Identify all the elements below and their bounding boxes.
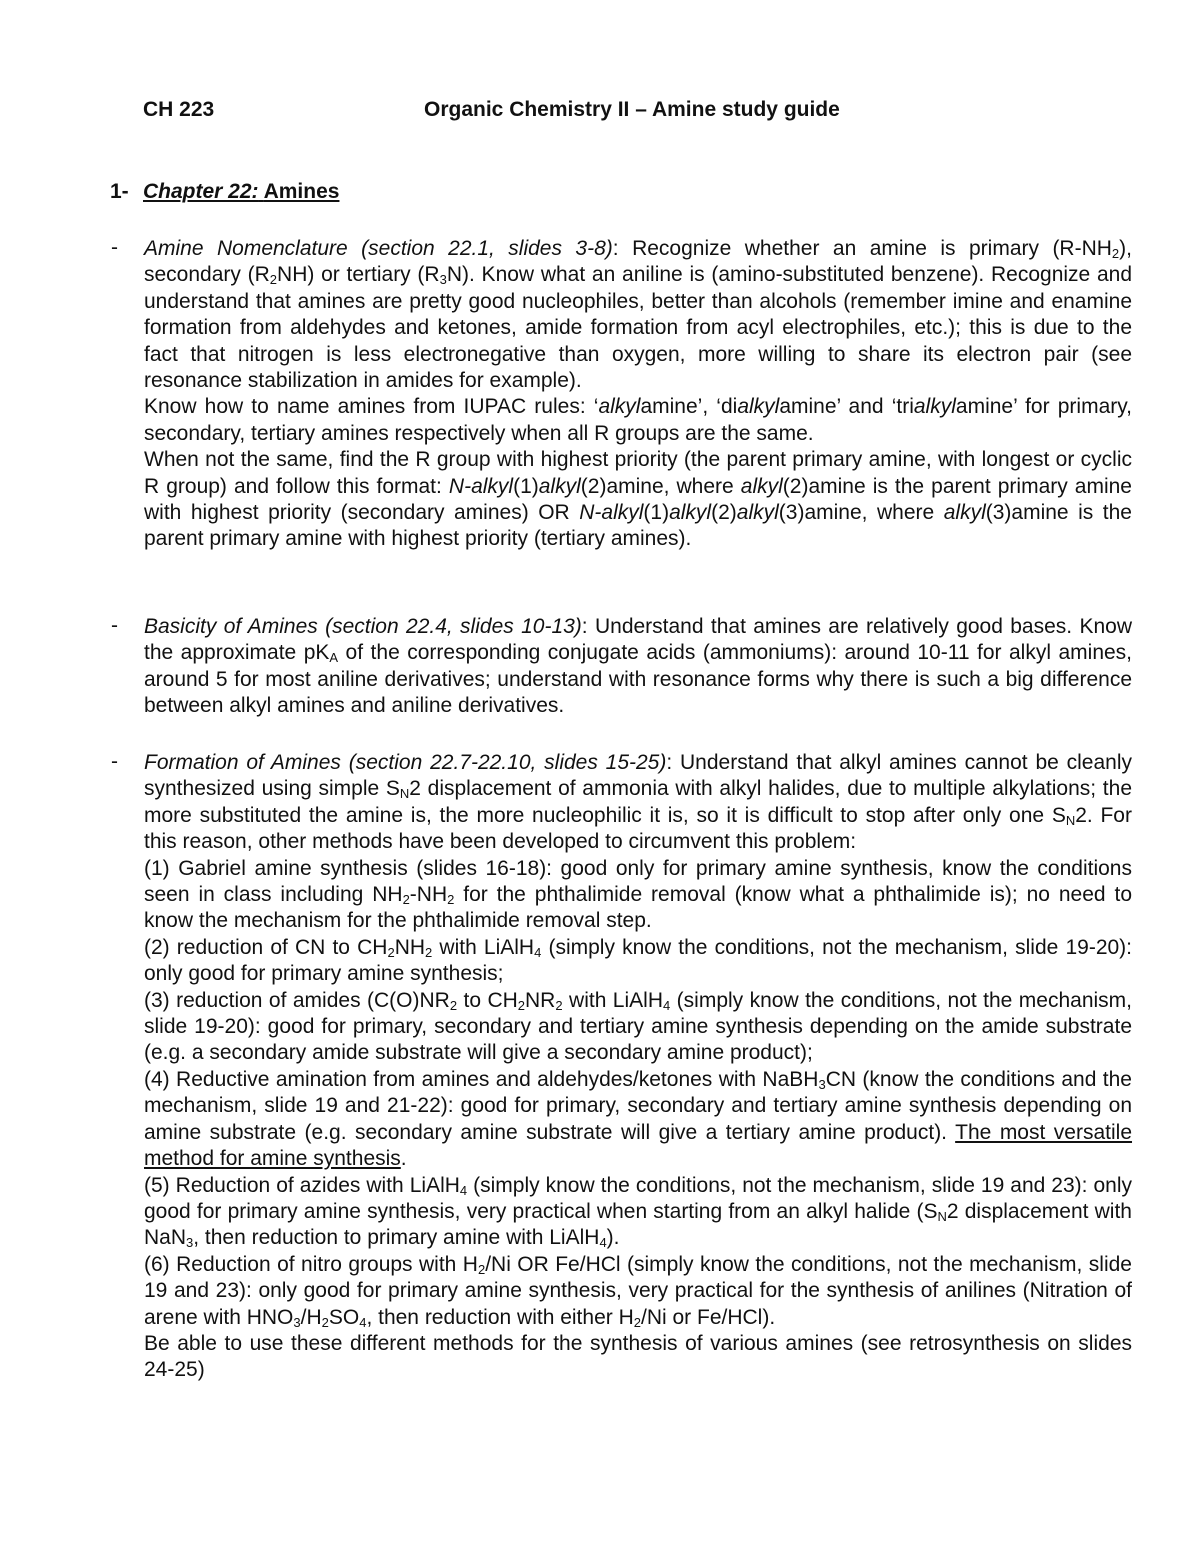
- course-code: CH 223: [143, 98, 215, 121]
- subscript: 3: [186, 1235, 194, 1251]
- subscript: 2: [321, 1314, 329, 1330]
- section-body: [144, 750, 1132, 1384]
- document-title: Organic Chemistry II – Amine study guide: [424, 98, 840, 121]
- text-run: -NH: [409, 883, 448, 907]
- text-run: (3): [985, 501, 1012, 525]
- text-run: (6) Reduction of nitro groups with H: [144, 1252, 478, 1276]
- text-run: ), secondary (R: [144, 237, 1132, 287]
- underlined-text: The most versatile method for amine synthesis: [144, 1120, 1133, 1171]
- text-run: (1): [643, 501, 670, 525]
- paragraph: [144, 236, 1132, 394]
- subscript: 2: [447, 892, 455, 908]
- text-run: (2): [711, 501, 737, 525]
- chapter-label: Chapter 22:: [143, 180, 259, 203]
- text-run: : Understand that alkyl amines cannot be cleanly synthesized using simple S: [144, 751, 1132, 801]
- text-run: amine’, ‘di: [640, 395, 738, 419]
- bullet-dash: -: [111, 750, 118, 773]
- subscript: 3: [818, 1076, 826, 1092]
- method-5: [144, 1173, 1132, 1252]
- text-run: amine is the parent primary amine with highest priority (tertiary amines).: [144, 501, 1132, 551]
- subscript: 2: [477, 1261, 486, 1277]
- italic-run: N-alkyl: [579, 501, 644, 525]
- paragraph: [144, 614, 1132, 720]
- italic-run: alkyl: [740, 474, 783, 498]
- subscript: 2: [633, 1314, 641, 1330]
- paragraph: [144, 447, 1132, 553]
- text-run: ).: [606, 1226, 620, 1250]
- text-run: : Recognize whether an amine is primary (R-NH: [612, 237, 1112, 260]
- chapter-heading: [110, 180, 339, 204]
- text-run: (simply know the conditions, not the mechanism, slide 19-20): good for primary, secondary and tertiary amine synthesis depending on the amide substrate (e.g. a secondary amide substrate will give a secondary amine product);: [144, 988, 1132, 1065]
- text-run: (4) Reductive amination from amines and aldehydes/ketones with NaBH: [144, 1067, 819, 1091]
- text-run: for the phthalimide removal (know what a phthalimide is); no need to know the mechanism for the phthalimide removal step.: [144, 883, 1132, 933]
- document-header: [143, 98, 1103, 128]
- text-run: (2) reduction of CN to CH: [144, 935, 388, 959]
- text-run: NH) or tertiary (R: [277, 263, 440, 287]
- text-run: NR: [525, 988, 556, 1012]
- section-body: [144, 236, 1132, 553]
- subscript: A: [329, 650, 339, 666]
- subscript: N: [1065, 812, 1076, 828]
- subscript: N: [399, 786, 410, 802]
- text-run: Know how to name amines from IUPAC rules: ‘: [144, 395, 599, 419]
- subscript: 4: [663, 997, 671, 1013]
- subscript: 2: [555, 997, 563, 1013]
- subscript: 2: [425, 944, 433, 960]
- section-body: [144, 614, 1132, 720]
- chapter-number: 1-: [110, 180, 129, 203]
- text-run: (1): [513, 474, 539, 498]
- paragraph: [144, 750, 1132, 856]
- subscript: N: [937, 1208, 947, 1224]
- subscript: 4: [599, 1235, 607, 1251]
- paragraph: [144, 394, 1132, 447]
- subscript: 2: [402, 892, 410, 908]
- text-run: 2 displacement of ammonia with alkyl halides, due to multiple alkylations; the more substituted the amine is, the more nucleophilic it is, so it is difficult to stop after only one S: [144, 777, 1132, 827]
- text-run: NH: [394, 935, 426, 959]
- italic-run: alkyl: [736, 501, 779, 525]
- section-label: Formation of Amines (section 22.7-22.10, slides 15-25): [144, 751, 667, 774]
- method-3: [144, 988, 1132, 1067]
- text-run: (simply know the conditions, not the mechanism, slide 19 and 23): only good for primary amine synthesis, very practical when starting from an alkyl halide (S: [144, 1173, 1132, 1223]
- text-run: When not the same, find the R group with highest priority (the parent primary amine, with longest or cyclic R group) and follow this format:: [144, 448, 1132, 498]
- text-run: /Ni or Fe/HCl).: [640, 1305, 776, 1329]
- text-run: amine’ and ‘tri: [779, 395, 914, 419]
- subscript: 4: [534, 944, 542, 960]
- section-label: Amine Nomenclature (section 22.1, slides 3-8): [144, 237, 613, 260]
- text-run: 2 displacement with NaN: [144, 1199, 1132, 1250]
- subscript: 3: [293, 1314, 301, 1330]
- text-run: , then reduction to primary amine with LiAlH: [193, 1226, 600, 1250]
- text-run: of the corresponding conjugate acids (ammoniums): around 10-11 for alkyl amines, around 5 for most aniline derivatives; understand with resonance forms why there is such a big difference between alkyl amines and aniline derivatives.: [144, 641, 1133, 718]
- closing-paragraph: Be able to use these different methods for the synthesis of various amines (see retrosynthesis on slides 24-25): [144, 1331, 1132, 1382]
- subscript: 2: [449, 997, 458, 1013]
- method-4: [144, 1067, 1132, 1173]
- text-run: /Ni OR Fe/HCl (simply know the conditions, not the mechanism, slide 19 and 23): only good for primary amine synthesis, very practical for the synthesis of anilines (Nitration of arene with HNO: [144, 1252, 1132, 1329]
- subscript: 2: [1111, 246, 1120, 261]
- italic-run: alkyl: [913, 395, 956, 419]
- text-run: N). Know what an aniline is (amino-substituted benzene). Recognize and understand that amines are pretty good nucleophiles, better than alcohols (remember imine and enamine formation from aldehydes and ketones, amide formation from acyl electrophiles, etc.); this is due to the fact that nitrogen is less electronegative than oxygen, more willing to share its electron pair (see resonance stabilization in amides for example).: [144, 263, 1133, 393]
- text-run: (2): [580, 474, 607, 498]
- text-run: : Understand that amines are relatively good bases. Know the approximate pK: [144, 615, 1132, 665]
- text-run: (3): [778, 501, 805, 525]
- subscript: 4: [359, 1314, 367, 1330]
- italic-run: N-alkyl: [448, 474, 514, 498]
- text-run: amine, where: [606, 474, 741, 498]
- text-run: amine is the parent primary amine with highest priority (secondary amines) OR: [144, 474, 1132, 525]
- italic-run: alkyl: [943, 501, 986, 525]
- text-run: 2. For this reason, other methods have been developed to circumvent this problem:: [144, 803, 1132, 854]
- text-run: (simply know the conditions, not the mechanism, slide 19-20): only good for primary amine synthesis;: [144, 935, 1132, 986]
- method-1: [144, 856, 1132, 935]
- subscript: 3: [439, 272, 447, 288]
- method-6: [144, 1252, 1132, 1331]
- text-run: (1) Gabriel amine synthesis (slides 16-18): good only for primary amine synthesis, know the conditions seen in class including NH: [144, 856, 1132, 907]
- text-run: amine, where: [804, 501, 944, 525]
- text-run: (2): [782, 474, 809, 498]
- subscript: 4: [459, 1182, 468, 1198]
- text-run: /H: [300, 1305, 322, 1329]
- subscript: 2: [269, 272, 278, 288]
- italic-run: alkyl: [737, 395, 780, 419]
- italic-run: alkyl: [598, 395, 641, 419]
- text-run: , then reduction with either H: [366, 1305, 634, 1329]
- bullet-dash: -: [111, 236, 118, 259]
- italic-run: alkyl: [538, 474, 581, 498]
- subscript: 2: [517, 997, 526, 1013]
- text-run: to CH: [457, 988, 518, 1012]
- subscript: 2: [387, 944, 395, 960]
- italic-run: alkyl: [669, 501, 712, 525]
- method-2: [144, 935, 1132, 988]
- section-label: Basicity of Amines (section 22.4, slides 10-13): [144, 615, 582, 638]
- bullet-dash: -: [111, 614, 118, 637]
- text-run: (3) reduction of amides (C(O)NR: [144, 988, 450, 1012]
- text-run: with LiAlH: [562, 988, 663, 1012]
- text-run: (5) Reduction of azides with LiAlH: [144, 1173, 460, 1197]
- text-run: CN (know the conditions and the mechanism, slide 19 and 21-22): good for primary, secondary and tertiary amine synthesis depending on amine substrate (e.g. secondary amine substrate will give a tertiary amine product).: [144, 1067, 1132, 1144]
- text-run: amine’ for primary, secondary, tertiary amines respectively when all R groups are the same.: [144, 395, 1133, 445]
- chapter-name: Amines: [263, 180, 340, 203]
- text-run: .: [400, 1147, 407, 1171]
- text-run: SO: [328, 1305, 360, 1329]
- text-run: with LiAlH: [432, 935, 535, 959]
